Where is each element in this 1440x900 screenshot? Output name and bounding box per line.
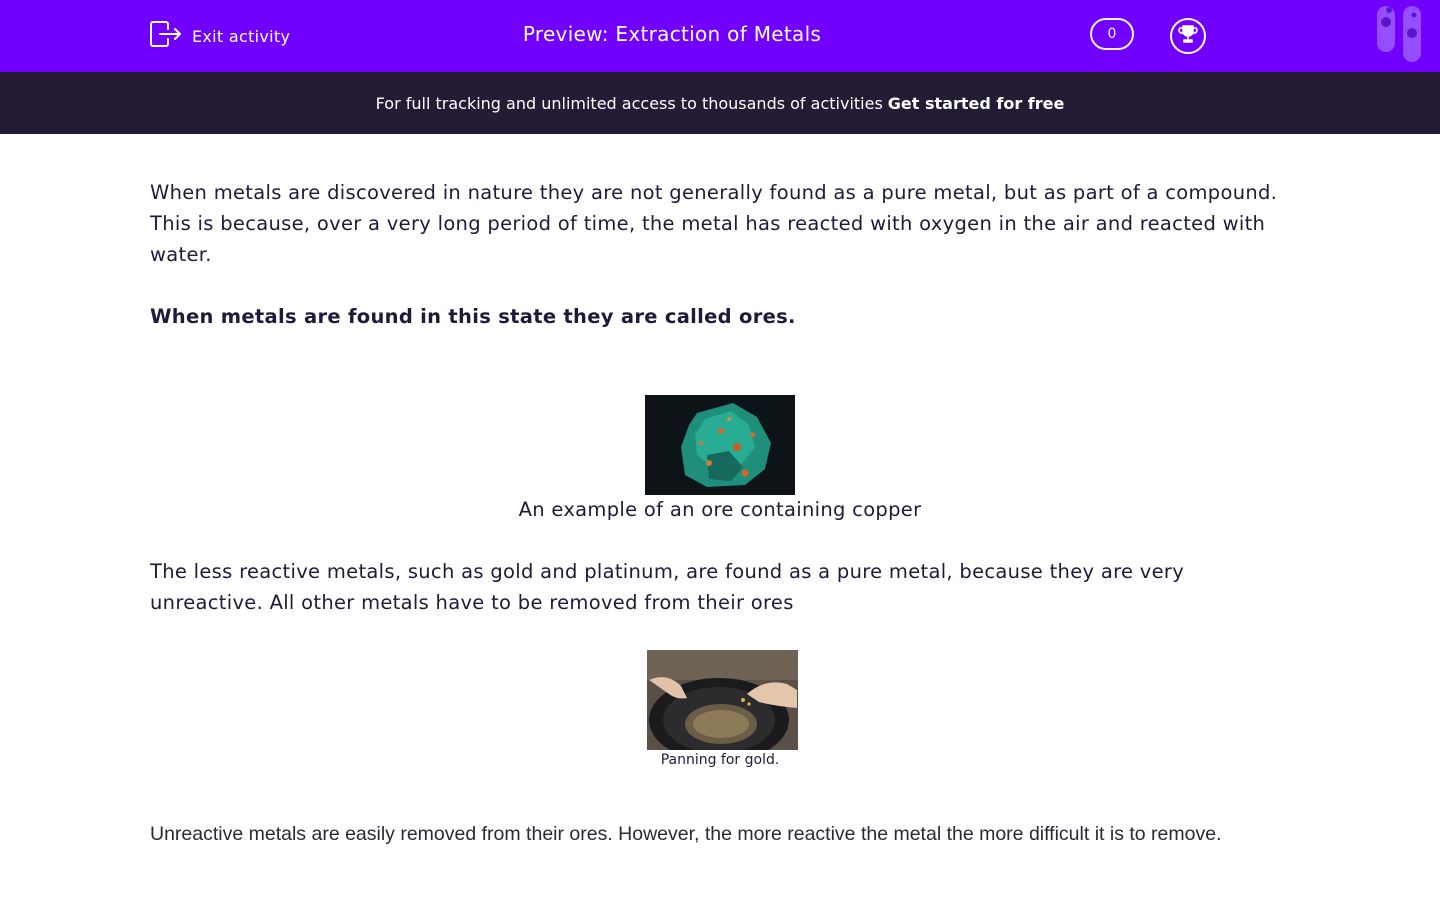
trophy-icon [1177, 23, 1199, 49]
banner-text: For full tracking and unlimited access to thousands of activities [375, 93, 883, 113]
exit-activity-label: Exit activity [192, 26, 291, 46]
copper-ore-caption: An example of an ore containing copper [518, 498, 922, 521]
removal-paragraph: Unreactive metals are easily removed from their ores. However, the more reactive the metal the more difficult it is to remove. [150, 823, 1222, 845]
signup-banner [0, 72, 1440, 134]
page-title: Preview: Extraction of Metals [522, 22, 822, 46]
copper-ore-image [645, 395, 795, 495]
ores-definition: When metals are found in this state they are called ores. [150, 305, 796, 328]
trophy-button[interactable] [1170, 18, 1206, 54]
test-tubes-logo [1374, 6, 1424, 64]
intro-paragraph: When metals are discovered in nature they are not generally found as a pure metal, but as part of a compound. This is because, over a very long period of time, the metal has reacted with oxygen in the air and reacted with water. [150, 181, 1278, 266]
gold-panning-image [647, 650, 798, 750]
gold-panning-caption: Panning for gold. [660, 752, 780, 768]
get-started-link[interactable]: Get started for free [887, 93, 1065, 113]
top-bar [0, 0, 1440, 72]
score-badge[interactable]: 0 [1090, 18, 1134, 50]
reactivity-paragraph: The less reactive metals, such as gold and platinum, are found as a pure metal, because they are very unreactive. All other metals have to be removed from their ores [150, 560, 1185, 614]
